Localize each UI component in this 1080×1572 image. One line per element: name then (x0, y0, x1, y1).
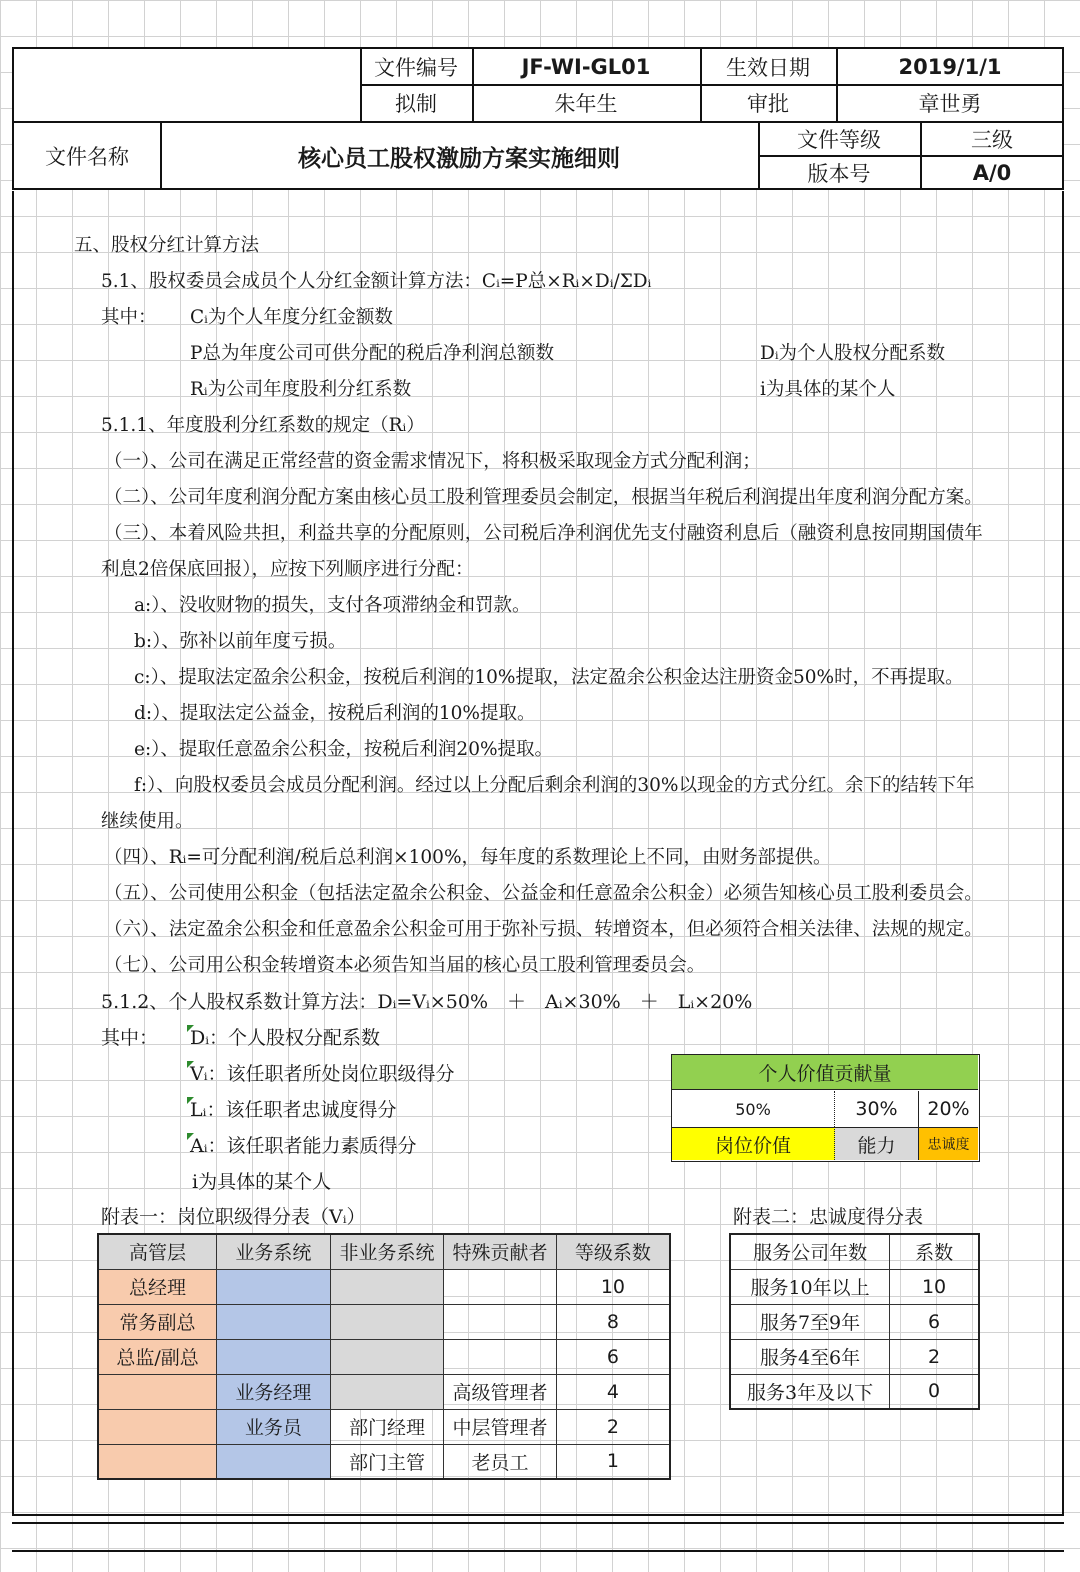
table-cell: 中层管理者 (444, 1409, 557, 1444)
col-header: 特殊贡献者 (444, 1234, 557, 1269)
table-cell: 6 (890, 1304, 979, 1339)
approver-name: 章世勇 (918, 92, 982, 116)
file-number: JF-WI-GL01 (521, 54, 651, 79)
table-cell (330, 1269, 444, 1304)
table-row (98, 1269, 670, 1304)
item-d: d:）、提取法定公益金，按税后利润的10%提取。 (134, 703, 536, 724)
table-cell: 部门经理 (330, 1409, 444, 1444)
i-definition-1: i为具体的某个人 (760, 379, 896, 400)
effective-date-label: 生效日期 (726, 55, 810, 80)
vi-def: Vᵢ：该任职者所处岗位职级得分 (190, 1063, 455, 1085)
formula-5-1: 5.1、股权委员会成员个人分红金额计算方法：Cᵢ=P总×Rᵢ×Dᵢ/ΣDᵢ (101, 271, 652, 292)
table-cell: 业务经理 (217, 1374, 331, 1409)
formula-5-1-2: 5.1.2、个人股权系数计算方法：Dᵢ=Vᵢ×50% ＋ Aᵢ×30% ＋ Lᵢ×20% (101, 991, 753, 1013)
table-cell (217, 1304, 331, 1339)
table-row (730, 1339, 979, 1374)
document-header (12, 47, 1064, 190)
table-cell (444, 1339, 557, 1374)
table-header-row (730, 1234, 979, 1269)
table-cell: 6 (556, 1339, 670, 1374)
version-value: A/0 (972, 161, 1012, 185)
weight-ability: 30% (835, 1091, 919, 1127)
table-cell: 10 (890, 1269, 979, 1304)
table-cell (98, 1374, 217, 1409)
where-label-2: 其中： (101, 1027, 159, 1049)
paragraph-2: （二）、公司年度利润分配方案由核心员工股利管理委员会制定，根据当年税后利润提出年度利润分配方案。 (104, 487, 983, 508)
col-header: 等级系数 (556, 1234, 670, 1269)
table-cell: 业务员 (217, 1409, 331, 1444)
document-footer-bar (12, 1522, 1064, 1552)
table-cell (444, 1304, 557, 1339)
item-f-2: 继续使用。 (101, 811, 194, 832)
col-header: 业务系统 (217, 1234, 331, 1269)
file-name-label: 文件名称 (45, 145, 129, 169)
position-level-score-table (97, 1233, 671, 1480)
section-title: 五、股权分红计算方法 (74, 235, 260, 256)
weight-position: 50% (672, 1091, 835, 1127)
table-row (98, 1444, 670, 1479)
table-cell: 服务4至6年 (730, 1339, 890, 1374)
level-value: 三级 (971, 127, 1013, 152)
table-cell (217, 1444, 331, 1479)
item-f-1: f:）、向股权委员会成员分配利润。经过以上分配后剩余利润的30%以现金的方式分红。余下的结转下年 (134, 775, 975, 796)
table-cell: 部门主管 (330, 1444, 444, 1479)
weight-loyalty: 20% (927, 1098, 970, 1120)
contribution-title: 个人价值贡献量 (672, 1055, 978, 1090)
loyalty-score-table (729, 1233, 980, 1410)
paragraph-4: （四）、Rᵢ=可分配利润/税后总利润×100%，每年度的系数理论上不同，由财务部提供。 (104, 847, 832, 868)
table-cell: 服务10年以上 (730, 1269, 890, 1304)
table-cell: 1 (556, 1444, 670, 1479)
appendix-1-title: 附表一：岗位职级得分表（Vᵢ） (101, 1206, 366, 1228)
li-def: Lᵢ：该任职者忠诚度得分 (190, 1099, 397, 1121)
version-label: 版本号 (807, 162, 871, 186)
paragraph-3b: 利息2倍保底回报），应按下列顺序进行分配： (101, 559, 474, 580)
table-cell: 总经理 (98, 1269, 217, 1304)
ci-definition: Cᵢ为个人年度分红金额数 (190, 307, 393, 328)
col-header: 系数 (890, 1234, 979, 1269)
paragraph-3a: （三）、本着风险共担，利益共享的分配原则，公司税后净利润优先支付融资利息后（融资利息按同期国债年 (104, 523, 983, 544)
table-cell: 高级管理者 (444, 1374, 557, 1409)
table-cell (217, 1339, 331, 1374)
drafted-label: 拟制 (395, 92, 437, 116)
table-cell (98, 1444, 217, 1479)
paragraph-6: （六）、法定盈余公积金和任意盈余公积金可用于弥补亏损、转增资本，但必须符合相关法律、法规的规定。 (104, 919, 983, 940)
table-cell: 常务副总 (98, 1304, 217, 1339)
table-cell: 2 (556, 1409, 670, 1444)
item-ability: 能力 (835, 1127, 919, 1160)
paragraph-1: （一）、公司在满足正常经营的资金需求情况下，将积极采取现金方式分配利润； (104, 451, 761, 472)
table-row (730, 1374, 979, 1409)
item-position-value: 岗位价值 (672, 1127, 835, 1160)
table-row (98, 1339, 670, 1374)
table-cell (217, 1269, 331, 1304)
table-row (98, 1304, 670, 1339)
approve-label: 审批 (747, 92, 789, 116)
level-label: 文件等级 (797, 127, 881, 152)
value-contribution-table (671, 1054, 980, 1162)
table-cell (98, 1409, 217, 1444)
di-coefficient-def: Dᵢ：个人股权分配系数 (190, 1027, 381, 1049)
col-header: 非业务系统 (330, 1234, 444, 1269)
table-cell (330, 1339, 444, 1374)
drafter-name: 朱年生 (554, 92, 618, 116)
table-cell: 0 (890, 1374, 979, 1409)
col-header: 服务公司年数 (730, 1234, 890, 1269)
table-cell: 2 (890, 1339, 979, 1374)
i-definition-2: i为具体的某个人 (192, 1171, 332, 1193)
table-cell: 服务3年及以下 (730, 1374, 890, 1409)
file-name: 核心员工股权激励方案实施细则 (298, 144, 620, 172)
subsection-5-1-1: 5.1.1、年度股利分红系数的规定（Rᵢ） (101, 415, 425, 436)
ai-def: Aᵢ：该任职者能力素质得分 (190, 1135, 417, 1157)
di-definition: Dᵢ为个人股权分配系数 (760, 343, 946, 364)
item-e: e:）、提取任意盈余公积金，按税后利润20%提取。 (134, 739, 554, 760)
p-definition: P总为年度公司可供分配的税后净利润总额数 (190, 343, 554, 364)
table-row (98, 1409, 670, 1444)
file-number-label: 文件编号 (374, 55, 458, 80)
effective-date: 2019/1/1 (898, 54, 1002, 79)
item-a: a:）、没收财物的损失，支付各项滞纳金和罚款。 (134, 595, 531, 616)
paragraph-5: （五）、公司使用公积金（包括法定盈余公积金、公益金和任意盈余公积金）必须告知核心员工股利委员会。 (104, 883, 983, 904)
item-loyalty: 忠诚度 (919, 1127, 978, 1160)
paragraph-7: （七）、公司用公积金转增资本必须告知当届的核心员工股利管理委员会。 (104, 955, 706, 976)
item-c: c:）、提取法定盈余公积金，按税后利润的10%提取，法定盈余公积金达注册资金50%时，不再提取。 (134, 667, 964, 688)
table-cell: 8 (556, 1304, 670, 1339)
table-cell (330, 1304, 444, 1339)
table-cell: 4 (556, 1374, 670, 1409)
appendix-2-title: 附表二：忠诚度得分表 (733, 1206, 924, 1228)
table-cell: 总监/副总 (98, 1339, 217, 1374)
where-label-1: 其中： (101, 307, 157, 328)
ri-definition: Rᵢ为公司年度股利分红系数 (190, 379, 412, 400)
table-cell (444, 1269, 557, 1304)
item-b: b:）、弥补以前年度亏损。 (134, 631, 347, 652)
table-row (730, 1304, 979, 1339)
table-cell: 老员工 (444, 1444, 557, 1479)
table-cell: 服务7至9年 (730, 1304, 890, 1339)
col-header: 高管层 (98, 1234, 217, 1269)
table-row (730, 1269, 979, 1304)
table-header-row (98, 1234, 670, 1269)
table-cell (330, 1374, 444, 1409)
table-row (98, 1374, 670, 1409)
table-cell: 10 (556, 1269, 670, 1304)
